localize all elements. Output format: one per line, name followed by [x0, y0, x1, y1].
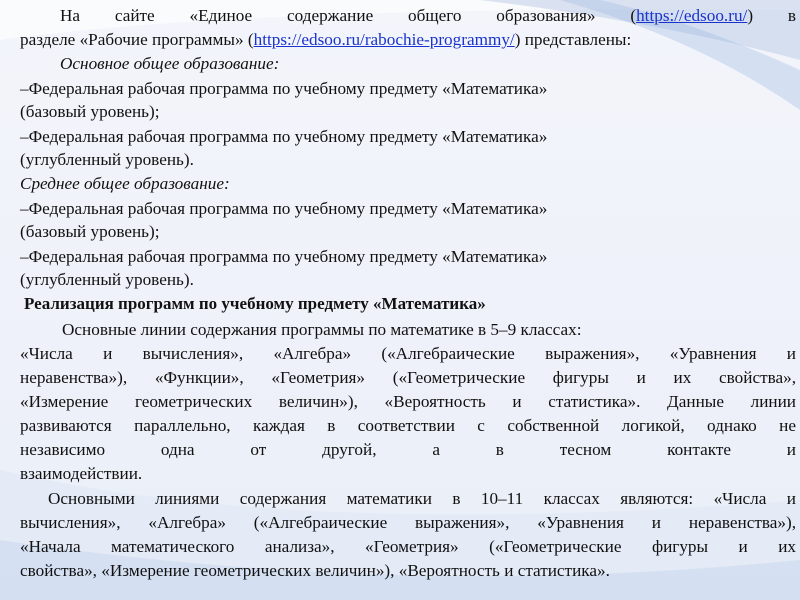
basic-item-2-line-1: –Федеральная рабочая программа по учебному предмету «Математика»	[20, 127, 548, 146]
p1-line-7: взаимодействии.	[20, 464, 143, 483]
rabochie-programmy-link[interactable]: https://edsoo.ru/rabochie-programmy/	[253, 30, 515, 49]
p2-line-1: Основными линиями содержания математики в 10–11 классах являются: «Числа и	[48, 489, 796, 508]
basic-item-1-line-2: (базовый уровень);	[20, 102, 160, 121]
p1-line-3: неравенства»), «Функции», «Геометрия» («Геометрические фигуры и их свойства»,	[20, 368, 796, 387]
p2-line-2: вычисления», «Алгебра» («Алгебраические выражения», «Уравнения и неравенства»),	[20, 513, 796, 532]
p1-line-6: независимо одна от другой, а в тесном контакте и	[20, 440, 796, 459]
p1-line-1: Основные линии содержания программы по математике в 5–9 классах:	[62, 320, 582, 339]
intro-text-mid-2: разделе «Рабочие программы» (	[20, 30, 254, 49]
implementation-heading: Реализация программ по учебному предмету «Математика»	[24, 294, 486, 313]
secondary-item-2-line-2: (углубленный уровень).	[20, 270, 194, 289]
intro-text-after: ) представлены:	[514, 30, 632, 49]
secondary-education-heading: Среднее общее образование:	[20, 174, 230, 193]
secondary-item-2-line-1: –Федеральная рабочая программа по учебному предмету «Математика»	[20, 247, 548, 266]
intro-text-before: На сайте «Единое содержание общего образования» (	[60, 6, 637, 25]
p1-line-5: развиваются параллельно, каждая в соответствии с собственной логикой, однако не	[20, 416, 796, 435]
basic-item-1-line-1: –Федеральная рабочая программа по учебному предмету «Математика»	[20, 79, 548, 98]
edsoo-link[interactable]: https://edsoo.ru/	[636, 6, 748, 25]
p1-line-4: «Измерение геометрических величин»), «Вероятность и статистика». Данные линии	[20, 392, 796, 411]
p1-line-2: «Числа и вычисления», «Алгебра» («Алгебраические выражения», «Уравнения и	[20, 344, 796, 363]
secondary-item-1-line-2: (базовый уровень);	[20, 222, 160, 241]
basic-item-2-line-2: (углубленный уровень).	[20, 150, 194, 169]
basic-education-heading: Основное общее образование:	[60, 54, 280, 73]
secondary-item-1-line-1: –Федеральная рабочая программа по учебному предмету «Математика»	[20, 199, 548, 218]
p2-line-3: «Начала математического анализа», «Геометрия» («Геометрические фигуры и их	[20, 537, 796, 556]
intro-line-1	[60, 4, 796, 27]
p2-line-4: свойства», «Измерение геометрических величин»), «Вероятность и статистика».	[20, 561, 610, 580]
intro-line-2	[20, 28, 796, 51]
intro-text-mid-1: ) в	[747, 6, 796, 25]
